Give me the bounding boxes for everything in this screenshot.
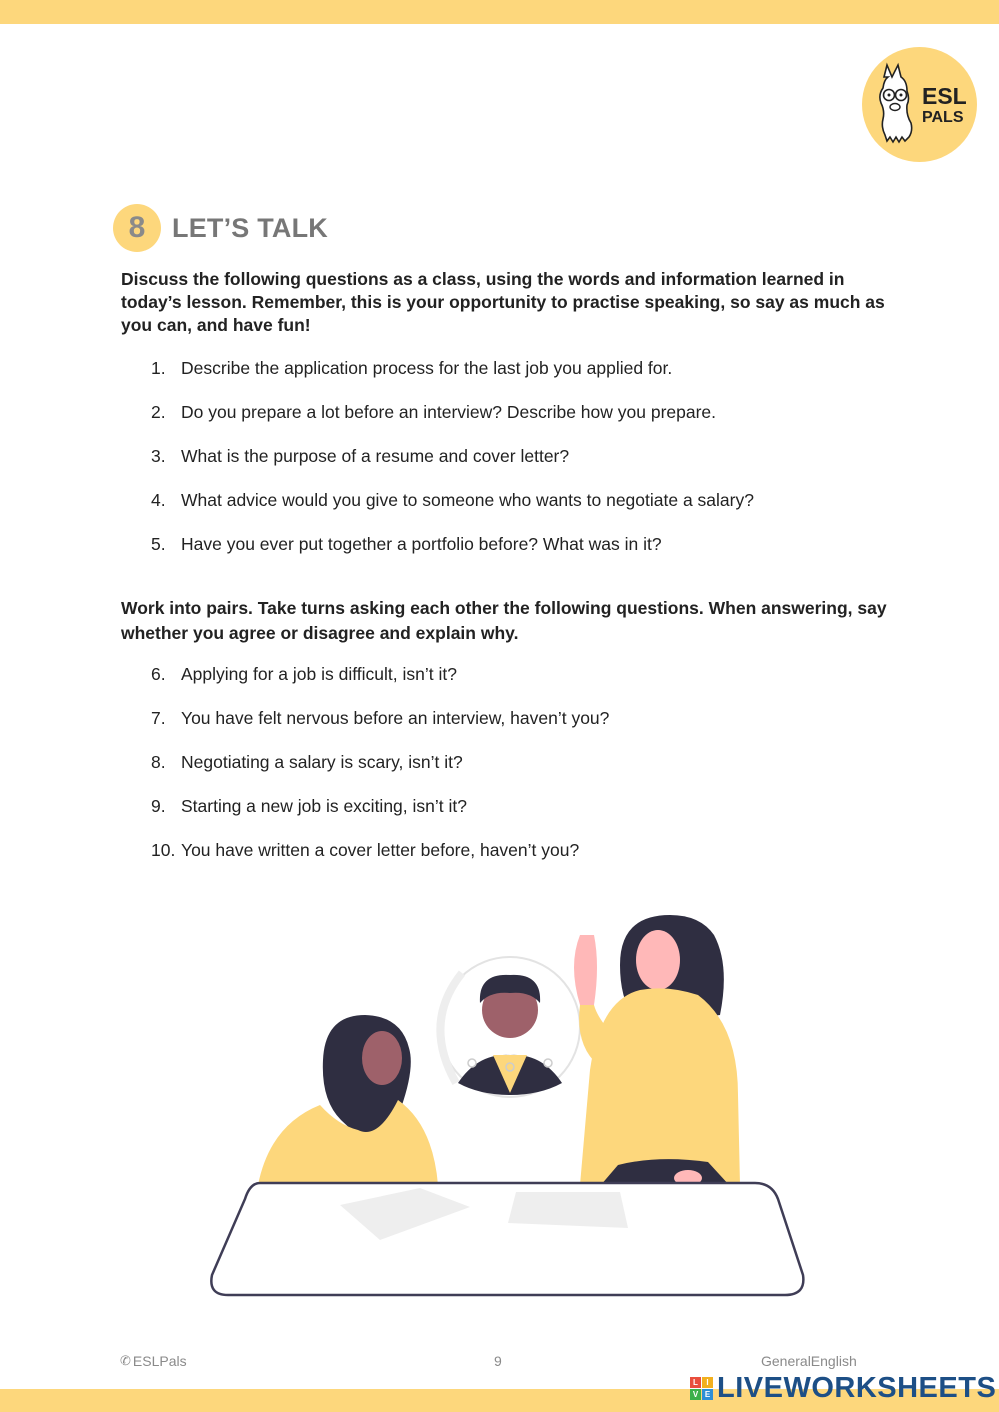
logo-text-esl: ESL	[922, 83, 967, 109]
list-item	[151, 533, 754, 577]
list-item	[151, 839, 609, 883]
watermark-text: LIVEWORKSHEETS	[717, 1372, 997, 1404]
question-text: You have written a cover letter before, haven’t you?	[181, 840, 580, 860]
top-accent-band	[0, 0, 999, 24]
phone-icon: ✆	[120, 1353, 131, 1368]
list-item	[151, 489, 754, 533]
item-number: 1.	[151, 358, 166, 378]
footer-brand	[120, 1353, 187, 1369]
item-number: 8.	[151, 752, 166, 772]
section-number-badge: 8	[113, 204, 161, 252]
list-item	[151, 445, 754, 489]
footer-brand-text: ESLPals	[132, 1353, 187, 1369]
liveworksheets-icon	[690, 1377, 713, 1400]
question-text: Describe the application process for the last job you applied for.	[181, 358, 673, 378]
list-item	[151, 795, 609, 839]
list-item	[151, 663, 609, 707]
watermark-tile: L	[690, 1377, 701, 1388]
meeting-illustration	[200, 895, 820, 1305]
question-list-pairs	[151, 663, 609, 883]
liveworksheets-watermark	[690, 1372, 996, 1405]
question-text: Negotiating a salary is scary, isn’t it?	[181, 752, 463, 772]
llama-icon	[862, 47, 977, 162]
watermark-tile: I	[702, 1377, 713, 1388]
question-text: Do you prepare a lot before an interview? Describe how you prepare.	[181, 402, 717, 422]
list-item	[151, 751, 609, 795]
logo-text-pals: PALS	[922, 109, 964, 126]
question-text: Starting a new job is exciting, isn’t it?	[181, 796, 467, 816]
instructions-pair-work: Work into pairs. Take turns asking each other the following questions. When answering, say whether you agree or disagree and explain why.	[121, 598, 887, 643]
list-item	[151, 357, 754, 401]
section-title: LET’S TALK	[172, 212, 328, 243]
eslpals-logo	[862, 47, 977, 162]
question-text: Applying for a job is difficult, isn’t it?	[181, 664, 457, 684]
question-text: Have you ever put together a portfolio before? What was in it?	[181, 534, 662, 554]
item-number: 5.	[151, 534, 166, 554]
section-heading	[113, 204, 328, 252]
question-text: What is the purpose of a resume and cover letter?	[181, 446, 570, 466]
list-item	[151, 707, 609, 751]
instructions-class-discussion: Discuss the following questions as a class, using the words and information learned in today’s lesson. Remember, this is your opportunity to practise speaking, so say as much as you can, and have fun!	[121, 269, 885, 335]
people-video-call-illustration	[200, 895, 820, 1305]
footer-course: GeneralEnglish	[761, 1353, 857, 1369]
item-number: 7.	[151, 708, 166, 728]
item-number: 2.	[151, 402, 166, 422]
watermark-tile: E	[702, 1389, 713, 1400]
item-number: 4.	[151, 490, 166, 510]
item-number: 10.	[151, 840, 176, 860]
item-number: 9.	[151, 796, 166, 816]
item-number: 6.	[151, 664, 166, 684]
item-number: 3.	[151, 446, 166, 466]
question-text: What advice would you give to someone who wants to negotiate a salary?	[181, 490, 754, 510]
page-number: 9	[494, 1353, 502, 1369]
watermark-tile: V	[690, 1389, 701, 1400]
question-text: You have felt nervous before an interview, haven’t you?	[181, 708, 610, 728]
question-list-class	[151, 357, 754, 577]
list-item	[151, 401, 754, 445]
